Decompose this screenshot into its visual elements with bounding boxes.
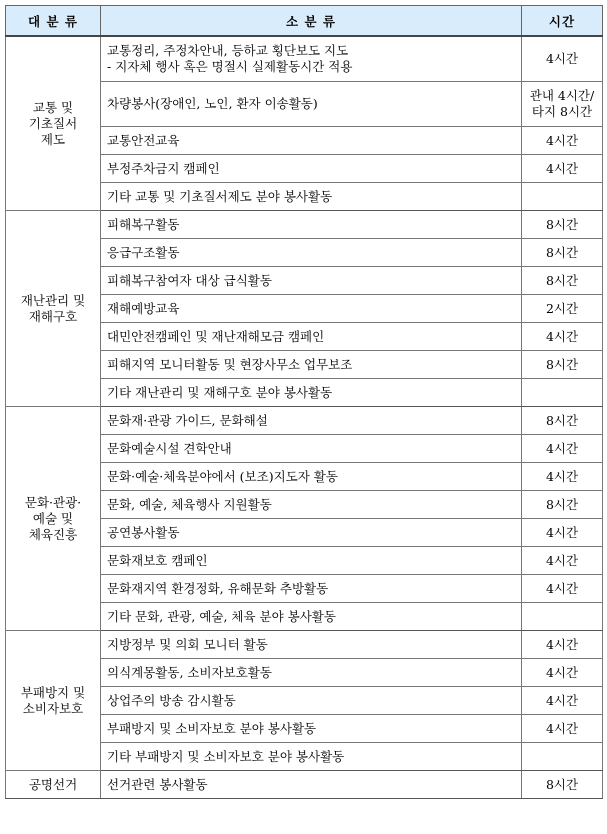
header-hours: 시간	[522, 6, 603, 37]
major-category-line: 체육진흥	[28, 526, 78, 542]
hours-value: 4시간	[545, 51, 579, 66]
activity-text: 교통안전교육	[107, 132, 180, 148]
major-category-line: 교통 및	[32, 99, 74, 115]
minor-category-cell	[101, 127, 522, 155]
activity-text: 피해지역 모니터활동 및 현장사무소 업무보조	[107, 356, 353, 372]
hours-cell	[522, 267, 603, 295]
hours-value: 8시간	[545, 244, 579, 260]
activity-text: 문화재·관광 가이드, 문화해설	[107, 412, 268, 428]
activity-text: 문화재보호 캠페인	[107, 552, 208, 568]
hours-cell	[522, 239, 603, 267]
hours-cell	[522, 659, 603, 687]
hours-cell	[522, 127, 603, 155]
hours-cell	[522, 519, 603, 547]
header-major-category: 대 분 류	[6, 6, 101, 37]
hours-value: 8시간	[545, 496, 579, 512]
hours-value: 관내 4시간/	[529, 88, 595, 103]
hours-value: 8시간	[545, 272, 579, 288]
hours-value: 8시간	[545, 216, 579, 232]
hours-cell	[522, 323, 603, 351]
volunteer-hours-table	[5, 5, 603, 799]
minor-category-cell	[101, 603, 522, 631]
activity-text: 기타 교통 및 기초질서제도 분야 봉사활동	[107, 188, 333, 204]
major-category-cell	[6, 771, 101, 799]
minor-category-cell	[101, 407, 522, 435]
table-row	[6, 407, 603, 435]
minor-category-cell	[101, 351, 522, 379]
minor-category-cell	[101, 379, 522, 407]
minor-category-cell	[101, 295, 522, 323]
activity-text: 기타 문화, 관광, 예술, 체육 분야 봉사활동	[107, 608, 336, 624]
activity-text: 공연봉사활동	[107, 524, 180, 540]
minor-category-cell	[101, 743, 522, 771]
activity-text: 재해예방교육	[107, 300, 180, 316]
activity-text: 대민안전캠페인 및 재난재해모금 캠페인	[107, 328, 325, 344]
hours-value: 4시간	[545, 580, 579, 596]
minor-category-cell	[101, 211, 522, 239]
hours-cell	[522, 491, 603, 519]
hours-value: 타지 8시간	[531, 104, 593, 119]
major-category-cell	[6, 36, 101, 211]
hours-cell	[522, 379, 603, 407]
activity-text: 문화·예술·체육분야에서 (보조)지도자 활동	[107, 468, 338, 484]
minor-category-cell	[101, 463, 522, 491]
activity-text: 문화, 예술, 체육행사 지원활동	[107, 496, 272, 512]
hours-cell	[522, 575, 603, 603]
minor-category-cell	[101, 155, 522, 183]
hours-cell	[522, 547, 603, 575]
activity-text: 피해복구참여자 대상 급식활동	[107, 272, 272, 288]
minor-category-cell	[101, 771, 522, 799]
hours-cell	[522, 295, 603, 323]
minor-category-cell	[101, 82, 522, 127]
activity-text: 기타 재난관리 및 재해구호 분야 봉사활동	[107, 384, 333, 400]
hours-cell	[522, 211, 603, 239]
activity-text: 기타 부패방지 및 소비자보호 분야 봉사활동	[107, 748, 345, 764]
activity-text: 상업주의 방송 감시활동	[107, 692, 236, 708]
hours-cell	[522, 603, 603, 631]
minor-category-cell	[101, 491, 522, 519]
activity-text: 부정주차금지 캠페인	[107, 160, 220, 176]
minor-category-cell	[101, 267, 522, 295]
hours-cell	[522, 631, 603, 659]
hours-cell	[522, 715, 603, 743]
table-row	[6, 211, 603, 239]
minor-category-cell	[101, 575, 522, 603]
minor-category-cell	[101, 183, 522, 211]
minor-category-cell	[101, 435, 522, 463]
hours-value: 8시간	[545, 412, 579, 428]
hours-value: 8시간	[545, 776, 579, 792]
hours-cell	[522, 463, 603, 491]
hours-value: 4시간	[545, 440, 579, 456]
minor-category-cell	[101, 519, 522, 547]
major-category-line: 소비자보호	[22, 700, 84, 716]
table-body	[6, 36, 603, 799]
minor-category-cell	[101, 547, 522, 575]
hours-cell	[522, 351, 603, 379]
header-row	[6, 6, 603, 37]
activity-text: 응급구조활동	[107, 244, 180, 260]
table-row	[6, 631, 603, 659]
major-category-line: 부패방지 및	[20, 684, 86, 700]
hours-cell	[522, 771, 603, 799]
activity-text: 피해복구활동	[107, 216, 180, 232]
activity-text: 지방정부 및 의회 모니터 활동	[107, 636, 268, 652]
header-minor-category: 소 분 류	[101, 6, 522, 37]
minor-category-cell	[101, 36, 522, 82]
activity-text: 문화재지역 환경정화, 유해문화 추방활동	[107, 580, 329, 596]
activity-text: 의식계몽활동, 소비자보호활동	[107, 664, 272, 680]
hours-value: 4시간	[545, 720, 579, 736]
minor-category-cell	[101, 239, 522, 267]
major-category-cell	[6, 407, 101, 631]
hours-value: 4시간	[545, 552, 579, 568]
hours-cell	[522, 743, 603, 771]
activity-text: - 지자체 행사 혹은 명절시 실제활동시간 적용	[107, 59, 353, 74]
table-row	[6, 771, 603, 799]
hours-value: 4시간	[545, 328, 579, 344]
hours-cell	[522, 36, 603, 82]
major-category-line: 예술 및	[32, 510, 74, 526]
hours-cell	[522, 435, 603, 463]
major-category-cell	[6, 631, 101, 771]
minor-category-cell	[101, 687, 522, 715]
hours-value: 8시간	[545, 356, 579, 372]
hours-value: 4시간	[545, 692, 579, 708]
hours-value: 2시간	[545, 300, 579, 316]
hours-cell	[522, 687, 603, 715]
minor-category-cell	[101, 631, 522, 659]
hours-value: 4시간	[545, 160, 579, 176]
hours-value: 4시간	[545, 132, 579, 148]
major-category-cell	[6, 211, 101, 407]
major-category-line: 문화·관광·	[24, 494, 82, 510]
activity-text: 문화예술시설 견학안내	[107, 440, 232, 456]
table-row	[6, 36, 603, 82]
activity-text: 부패방지 및 소비자보호 분야 봉사활동	[107, 720, 317, 736]
activity-text: 선거관련 봉사활동	[107, 776, 208, 792]
hours-cell	[522, 183, 603, 211]
hours-value: 4시간	[545, 636, 579, 652]
major-category-line: 공명선거	[28, 776, 78, 792]
hours-value: 4시간	[545, 664, 579, 680]
hours-cell	[522, 82, 603, 127]
hours-cell	[522, 407, 603, 435]
activity-text: 차량봉사(장애인, 노인, 환자 이송활동)	[107, 96, 318, 111]
major-category-line: 재해구호	[28, 308, 78, 324]
minor-category-cell	[101, 659, 522, 687]
major-category-line: 재난관리 및	[20, 292, 86, 308]
major-category-line: 기초질서	[28, 115, 78, 131]
hours-cell	[522, 155, 603, 183]
minor-category-cell	[101, 715, 522, 743]
activity-text: 교통정리, 주정차안내, 등하교 횡단보도 지도	[107, 43, 349, 58]
hours-value: 4시간	[545, 524, 579, 540]
major-category-line: 제도	[40, 131, 66, 147]
minor-category-cell	[101, 323, 522, 351]
hours-value: 4시간	[545, 468, 579, 484]
